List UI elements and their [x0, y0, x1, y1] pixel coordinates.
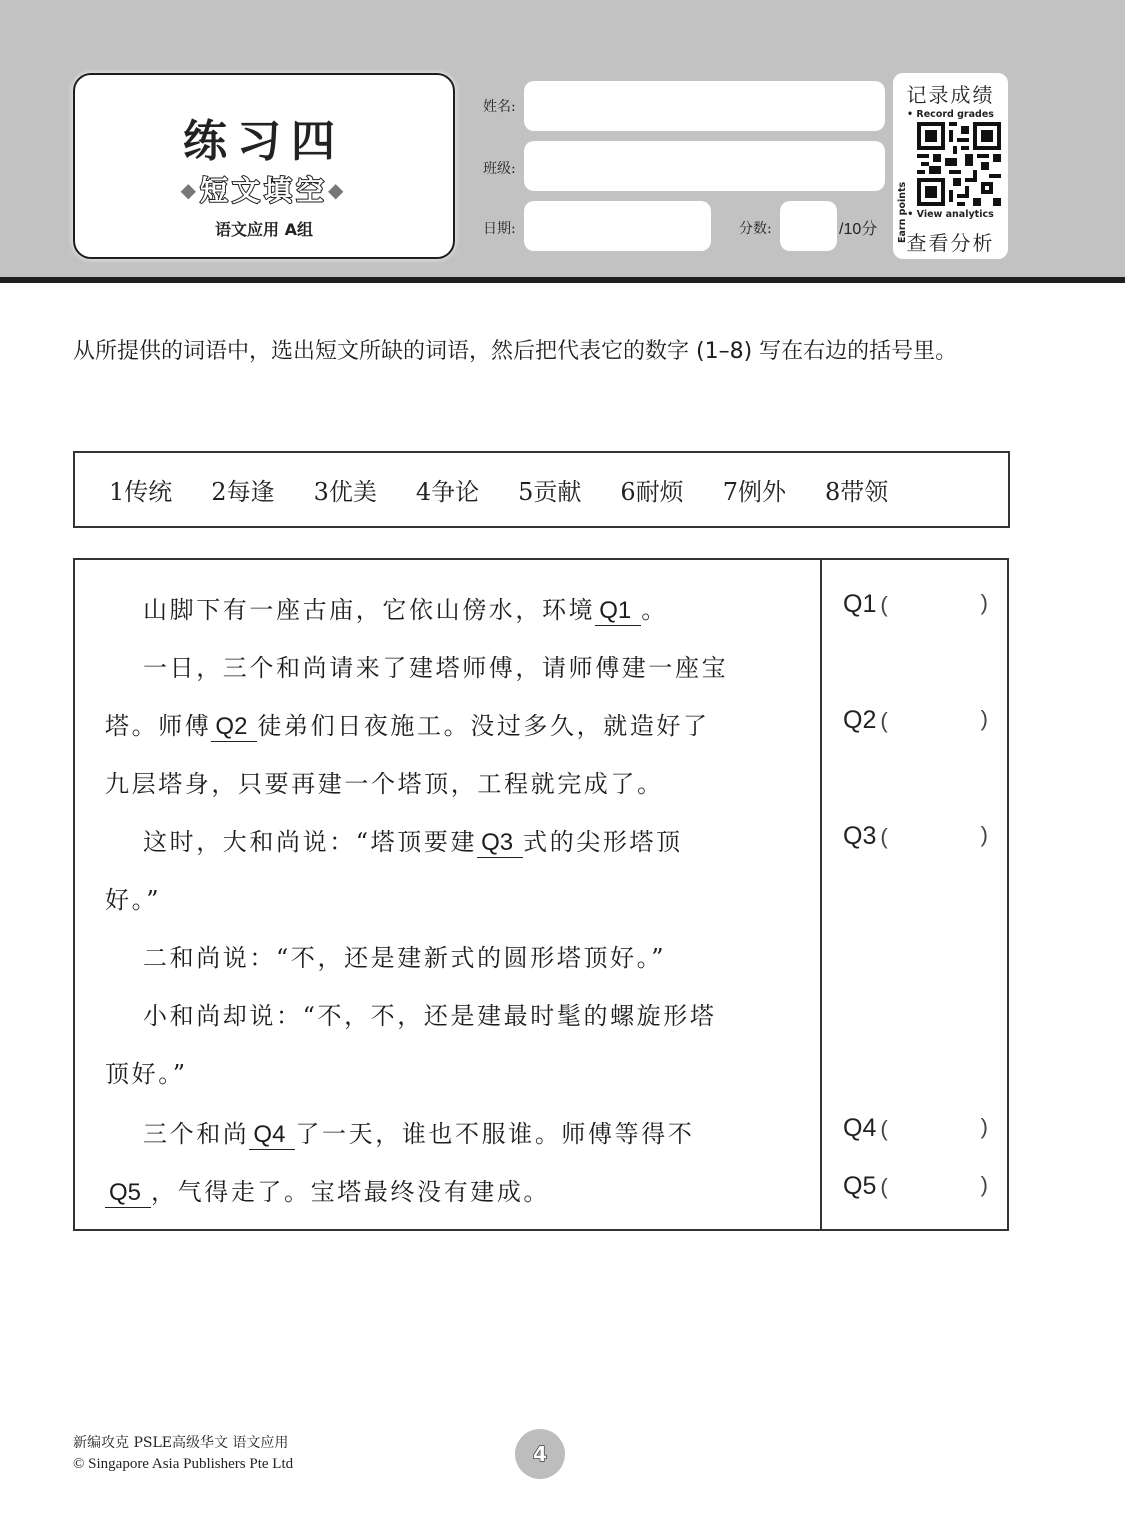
class-label: 班级:: [483, 161, 516, 177]
passage-line: 塔。师傅 Q2 徒弟们日夜施工。没过多久，就造好了: [105, 712, 710, 740]
word-bank-item: 6耐烦: [620, 478, 684, 506]
passage-line: 三个和尚 Q4 了一天，谁也不服谁。师傅等得不: [143, 1120, 695, 1148]
exercise-subtitle: ◆短文填空◆: [180, 174, 348, 207]
date-field[interactable]: [524, 201, 711, 251]
header-divider: [0, 277, 1125, 283]
qr-card[interactable]: [893, 73, 1008, 259]
exercise-group: 语文应用 A组: [215, 220, 313, 239]
word-bank-item: 7例外: [722, 478, 786, 506]
footer-copyright: © Singapore Asia Publishers Pte Ltd: [73, 1456, 294, 1472]
passage-line: 山脚下有一座古庙，它依山傍水，环境 Q1 。: [143, 596, 668, 624]
exercise-title: 练习四: [183, 116, 345, 167]
word-bank: [73, 451, 1010, 528]
qr-side-text: Earn points: [897, 181, 908, 243]
diamond-icon: ◆: [328, 178, 348, 202]
passage-table: [73, 558, 1009, 1231]
title-card: [73, 73, 455, 259]
passage-line: 九层塔身，只要再建一个塔顶，工程就完成了。: [105, 770, 664, 798]
column-divider: [820, 560, 822, 1229]
score-total: /10分: [839, 221, 878, 238]
blank-q4: Q4: [249, 1121, 295, 1150]
passage-line: 小和尚却说：“不，不，还是建最时髦的螺旋形塔: [143, 1002, 717, 1030]
passage-line: 二和尚说：“不，还是建新式的圆形塔顶好。”: [143, 944, 667, 972]
qr-record-grades-text: 记录成绩: [906, 83, 995, 107]
instructions: 从所提供的词语中，选出短文所缺的词语，然后把代表它的数字 (1–8) 写在右边的括号里。: [73, 339, 958, 364]
name-label: 姓名:: [483, 99, 516, 115]
answer-q3[interactable]: Q3 ( ): [843, 822, 988, 850]
blank-q1: Q1: [595, 597, 641, 626]
word-bank-item: 3优美: [313, 478, 377, 506]
name-field[interactable]: [524, 81, 885, 131]
answer-q4[interactable]: Q4 ( ): [843, 1114, 988, 1142]
class-field[interactable]: [524, 141, 885, 191]
diamond-icon: ◆: [180, 178, 200, 202]
word-bank-item: 4争论: [415, 478, 480, 506]
blank-q3: Q3: [477, 829, 523, 858]
answer-q5[interactable]: Q5 ( ): [843, 1172, 988, 1200]
date-label: 日期:: [483, 221, 516, 237]
header-band: [0, 0, 1125, 278]
passage-line: Q5 ，气得走了。宝塔最终没有建成。: [105, 1172, 550, 1208]
passage-line: 顶好。”: [105, 1060, 188, 1088]
qr-bullet-record: • Record grades: [907, 109, 994, 120]
passage-line: 好。”: [105, 886, 162, 914]
word-bank-item: 8带领: [824, 478, 889, 506]
footer-book-title: 新编攻克 PSLE高级华文 语文应用: [73, 1435, 289, 1451]
passage-line: 这时，大和尚说：“塔顶要建 Q3 式的尖形塔顶: [143, 828, 683, 856]
answer-q2[interactable]: Q2 ( ): [843, 706, 988, 734]
blank-q2: Q2: [211, 713, 257, 742]
word-bank-item: 5贡献: [518, 478, 582, 506]
word-bank-item: 1传统: [109, 478, 173, 506]
score-label: 分数:: [739, 221, 772, 237]
score-field[interactable]: [780, 201, 837, 251]
blank-q5: Q5: [105, 1179, 151, 1208]
word-bank-item: 2每逢: [211, 478, 275, 506]
qr-bullet-analytics: • View analytics: [907, 209, 994, 220]
page-number-badge: 4: [515, 1429, 565, 1479]
answer-q1[interactable]: Q1 ( ): [843, 590, 988, 618]
qr-view-analytics-text: 查看分析: [906, 231, 995, 255]
passage-line: 一日，三个和尚请来了建塔师傅，请师傅建一座宝: [143, 654, 729, 682]
qr-code-icon[interactable]: [917, 122, 1001, 206]
